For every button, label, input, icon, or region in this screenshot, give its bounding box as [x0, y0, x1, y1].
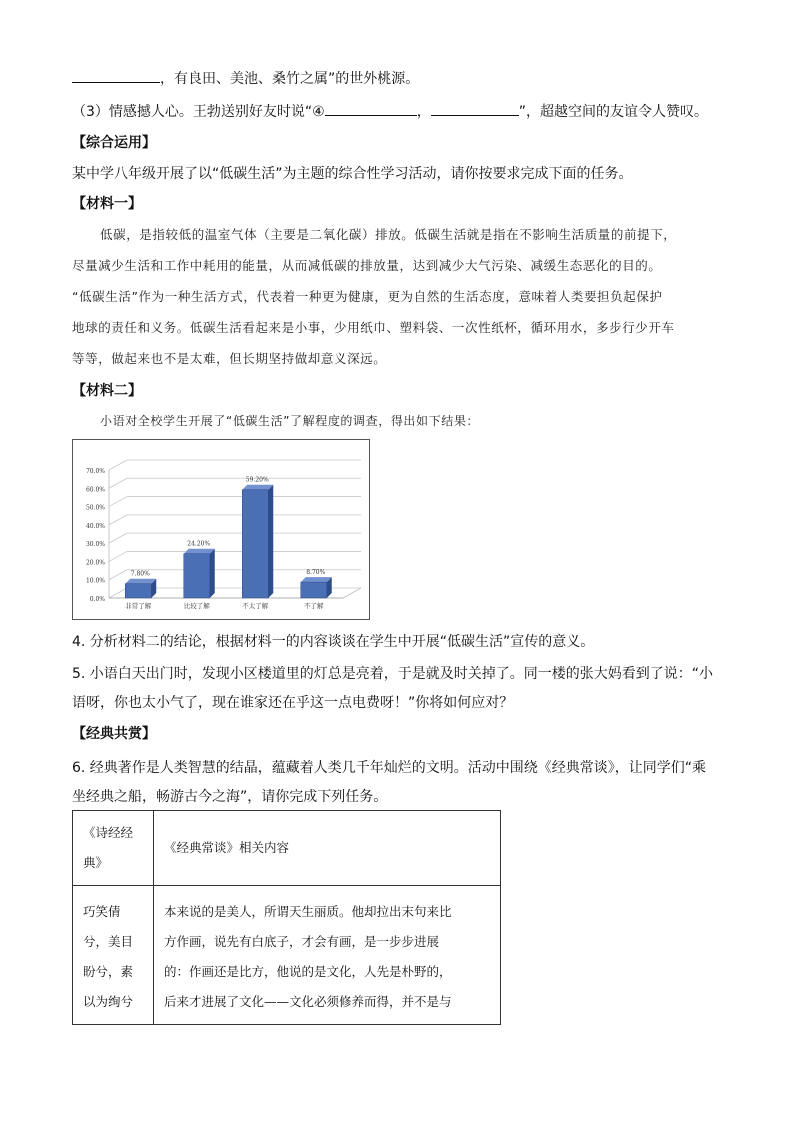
question-5-line: 5. 小语白天出门时，发现小区楼道里的灯总是亮着，于是就及时关掉了。同一楼的张大妈看到了说：“小 — [72, 666, 714, 682]
table-cell-line: 巧笑倩 — [83, 904, 121, 919]
table-cell-line: 兮，美目 — [83, 934, 134, 949]
x-tick-label: 不了解 — [304, 602, 324, 610]
survey-bar-chart-svg — [73, 440, 369, 619]
table-cell-line: 方作画，说先有白底子，才会有画，是一步步进展 — [164, 934, 440, 949]
table-header-right — [154, 811, 501, 886]
table-cell-line: 盼兮，素 — [83, 964, 134, 979]
gridline — [109, 588, 127, 598]
data-label: 7.80% — [130, 570, 150, 578]
table-header-left — [73, 811, 154, 886]
gridline — [109, 533, 127, 543]
gridline — [109, 478, 127, 488]
material1-title: 【材料一】 — [72, 196, 142, 212]
y-tick-label: 0.0% — [89, 596, 105, 603]
answer-blank[interactable] — [431, 101, 519, 116]
question-4: 4. 分析材料二的结论，根据材料一的内容谈谈在学生中开展“低碳生活”宣传的意义。 — [72, 634, 595, 650]
bar — [242, 490, 268, 598]
material1-line: 地球的责任和义务。低碳生活看起来是小事，少用纸巾、塑料袋、一次性纸杯，循环用水，多步行少开车 — [72, 320, 675, 335]
line1-text: ，有良田、美池、桑竹之属”的世外桃源。 — [160, 71, 420, 87]
intro-text: 某中学八年级开展了以“低碳生活”为主题的综合性学习活动，请你按要求完成下面的任务。 — [72, 166, 633, 182]
gridline — [109, 497, 127, 507]
table-row-left — [73, 886, 154, 1025]
answer-blank[interactable] — [72, 68, 160, 83]
y-tick-label: 10.0% — [85, 577, 105, 585]
line2-prefix: （3）情感撼人心。王勃送别好友时说“④ — [72, 104, 325, 120]
y-tick-label: 50.0% — [85, 504, 105, 512]
table-row — [73, 886, 501, 1025]
bar-top — [301, 577, 332, 582]
fill-line-1 — [72, 68, 419, 88]
classics-table — [72, 810, 501, 1025]
bar — [301, 582, 327, 598]
table-cell-line: 的：作画还是比方，他说的是文化，人先是朴野的， — [164, 964, 452, 979]
x-tick-label: 不太了解 — [242, 602, 269, 610]
section-title-classics: 【经典共赏】 — [72, 726, 156, 742]
data-label: 59.20% — [245, 476, 269, 484]
gridline — [109, 515, 127, 525]
y-tick-label: 40.0% — [85, 522, 105, 530]
answer-blank[interactable] — [325, 101, 417, 116]
section-title-comprehensive: 【综合运用】 — [72, 135, 156, 151]
bar-top — [242, 485, 273, 490]
gridline — [109, 570, 127, 580]
bar — [184, 554, 210, 598]
x-tick-label: 非常了解 — [125, 602, 152, 610]
y-tick-label: 70.0% — [85, 468, 105, 475]
table-cell-line: 以为绚兮 — [83, 994, 134, 1009]
table-cell-line: 典》 — [83, 855, 109, 870]
material1-line: 尽量减少生活和工作中耗用的能量，从而减低碳的排放量，达到减少大气污染、减缓生态恶化的目的。 — [72, 258, 662, 273]
data-label: 8.70% — [306, 569, 326, 577]
table-cell-line: 后来才进展了文化——文化必须修养而得，并不是与 — [164, 994, 452, 1009]
table-cell-line: 《诗经经 — [83, 825, 134, 840]
question-6-line: 坐经典之船，畅游古今之海”，请你完成下列任务。 — [72, 789, 388, 805]
table-cell-line: 本来说的是美人，所谓天生丽质。他却拉出末句来比 — [164, 904, 452, 919]
material1-line: 等等，做起来也不是太难，但长期坚持做却意义深远。 — [72, 351, 387, 366]
survey-chart — [72, 439, 370, 620]
y-tick-label: 20.0% — [85, 559, 105, 567]
bar-top — [125, 579, 156, 584]
table-header-text: 《经典常谈》相关内容 — [164, 840, 290, 855]
y-tick-label: 30.0% — [85, 541, 105, 549]
line2-suffix: ”，超越空间的友谊令人赞叹。 — [518, 104, 708, 120]
floor-edge — [343, 588, 361, 598]
line2-mid: ， — [416, 104, 431, 120]
gridline — [109, 460, 127, 470]
table-row-right — [154, 886, 501, 1025]
fill-line-2 — [72, 101, 708, 121]
bar-side — [268, 485, 273, 598]
x-tick-label: 比较了解 — [183, 602, 210, 610]
material1-line: 低碳，是指较低的温室气体（主要是二氧化碳）排放。低碳生活就是指在不影响生活质量的前提下， — [100, 227, 677, 242]
question-6-line: 6. 经典著作是人类智慧的结晶，蕴藏着人类几千年灿烂的文明。活动中围绕《经典常谈》，让同学们“乘 — [72, 760, 707, 776]
gridline — [109, 551, 127, 561]
data-label: 24.20% — [187, 540, 211, 548]
question-5-line: 语呀，你也太小气了，现在谁家还在乎这一点电费呀！”你将如何应对？ — [72, 695, 514, 711]
bar-side — [210, 549, 215, 598]
table-header-row — [73, 811, 501, 886]
material1-line: “低碳生活”作为一种生活方式，代表着一种更为健康，更为自然的生活态度，意味着人类要担负起保护 — [72, 289, 663, 304]
bar-top — [184, 549, 215, 554]
material2-intro: 小语对全校学生开展了“低碳生活”了解程度的调查，得出如下结果： — [100, 414, 480, 428]
material2-title: 【材料二】 — [72, 383, 142, 399]
y-tick-label: 60.0% — [85, 486, 105, 494]
bar — [125, 584, 151, 598]
